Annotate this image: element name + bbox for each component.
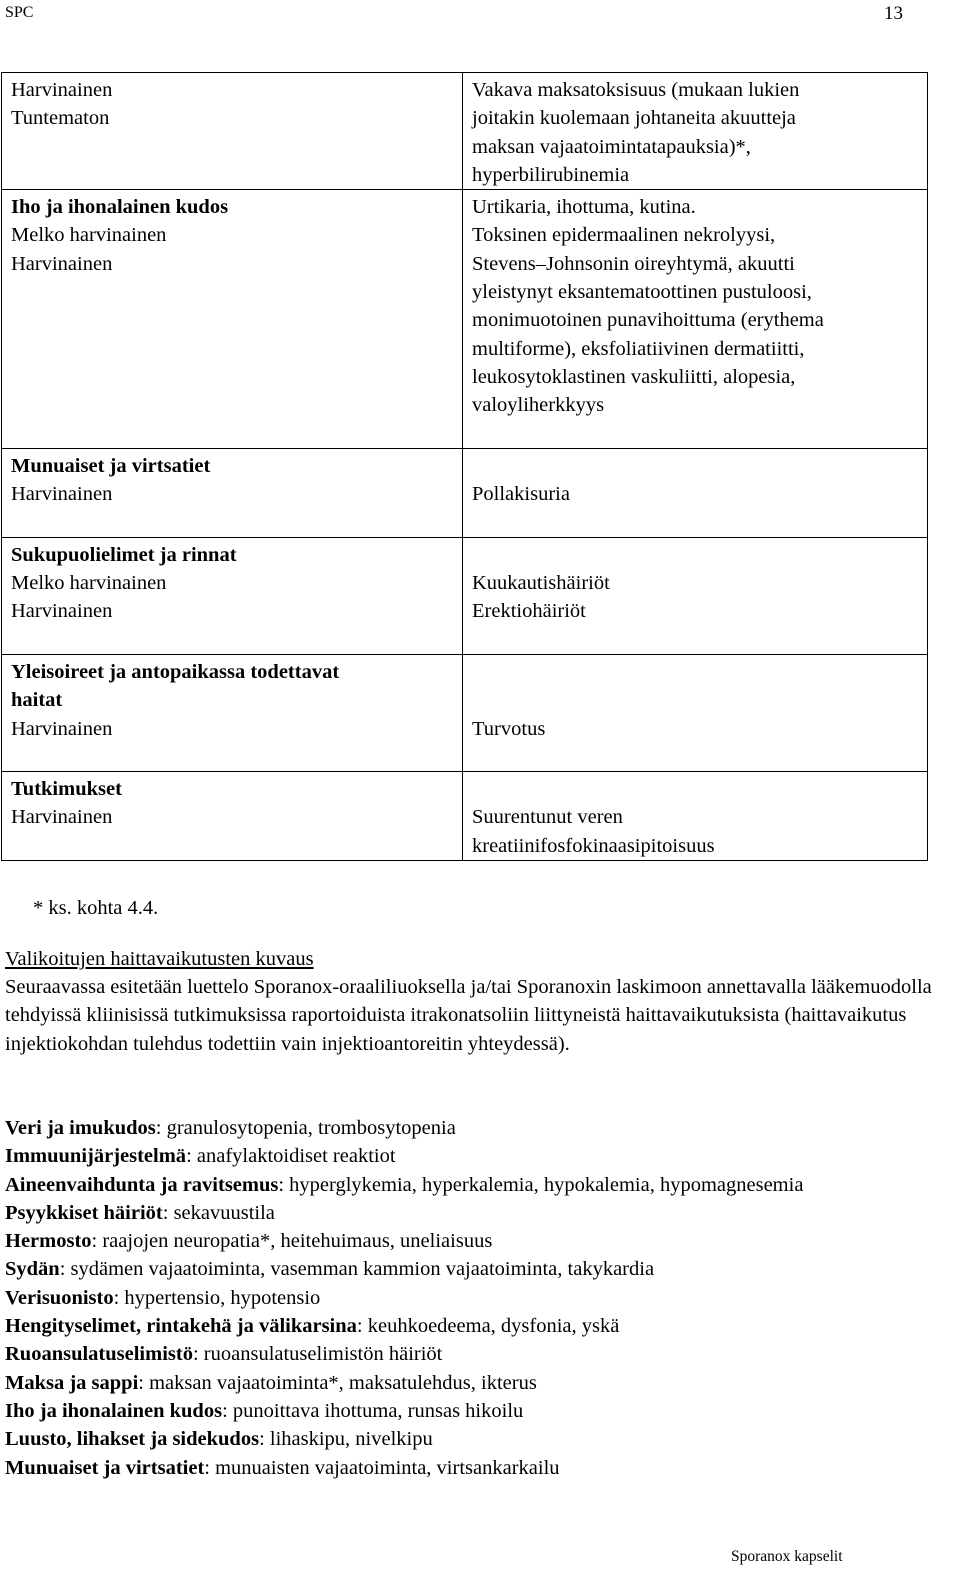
organ-class-effects: : punoittava ihottuma, runsas hikoilu	[222, 1399, 524, 1422]
organ-class-effects: : anafylaktoidiset reaktiot	[186, 1145, 396, 1168]
adverse-effect-text: Pollakisuria	[472, 483, 570, 506]
list-item	[5, 1397, 803, 1425]
adverse-effect-text: maksan vajaatoimintatapauksia)*,	[472, 135, 751, 158]
list-item	[5, 1171, 803, 1199]
adverse-effect-text: Kuukautishäiriöt	[472, 572, 610, 595]
organ-class-name: Sukupuolielimet ja rinnat	[11, 543, 237, 566]
adverse-effect-text: Toksinen epidermaalinen nekrolyysi,	[472, 224, 776, 247]
adverse-effect-cell	[463, 537, 928, 654]
adverse-effect-text: joitakin kuolemaan johtaneita akuutteja	[472, 107, 796, 130]
list-item	[5, 1199, 803, 1227]
frequency-label: Melko harvinainen	[11, 572, 167, 595]
organ-class-cell	[2, 654, 463, 771]
list-item	[5, 1425, 803, 1453]
adverse-effect-text: multiforme), eksfoliatiivinen dermatiitti,	[472, 337, 805, 360]
list-item	[5, 1142, 803, 1170]
organ-class-effects: : keuhkoedeema, dysfonia, yskä	[356, 1315, 620, 1338]
frequency-label: Melko harvinainen	[11, 224, 167, 247]
adverse-effect-cell	[463, 654, 928, 771]
organ-class-term: Luusto, lihakset ja sidekudos	[5, 1428, 260, 1451]
section-heading: Valikoitujen haittavaikutusten kuvaus	[5, 948, 314, 970]
adverse-effect-text: Turvotus	[472, 717, 546, 740]
adverse-effect-text: hyperbilirubinemia	[472, 163, 630, 186]
list-item	[5, 1284, 803, 1312]
adverse-effect-text: Suurentunut veren	[472, 806, 623, 829]
organ-class-effects: : hypertensio, hypotensio	[113, 1286, 321, 1309]
organ-class-term: Maksa ja sappi	[5, 1371, 139, 1394]
organ-class-effects: : hyperglykemia, hyperkalemia, hypokalemia, hypomagnesemia	[278, 1173, 804, 1196]
organ-class-term: Munuaiset ja virtsatiet	[5, 1456, 205, 1479]
frequency-label: Harvinainen	[11, 252, 113, 275]
organ-class-cell	[2, 190, 463, 449]
organ-class-term: Ruoansulatuselimistö	[5, 1343, 193, 1366]
adverse-effect-cell	[463, 772, 928, 861]
table-row	[2, 654, 928, 771]
organ-class-cell	[2, 537, 463, 654]
table-row	[2, 190, 928, 449]
frequency-label: Harvinainen	[11, 79, 113, 101]
organ-class-effects: : granulosytopenia, trombosytopenia	[155, 1117, 456, 1139]
organ-class-cell	[2, 448, 463, 537]
organ-class-effects: : sekavuustila	[162, 1201, 275, 1224]
organ-class-effects: : ruoansulatuselimistön häiriöt	[192, 1343, 443, 1366]
table-row	[2, 537, 928, 654]
table-row	[2, 73, 928, 190]
organ-class-term: Veri ja imukudos	[5, 1117, 156, 1139]
adverse-effect-text: leukosytoklastinen vaskuliitti, alopesia,	[472, 365, 796, 388]
organ-class-effects: : lihaskipu, nivelkipu	[259, 1428, 433, 1451]
table-row	[2, 772, 928, 861]
organ-class-cell	[2, 772, 463, 861]
page-number: 13	[884, 3, 903, 24]
organ-class-cell	[2, 73, 463, 190]
footnote: * ks. kohta 4.4.	[33, 897, 159, 919]
organ-class-effects: : raajojen neuropatia*, heitehuimaus, uneliaisuus	[91, 1230, 493, 1253]
list-item	[5, 1114, 803, 1142]
adverse-effect-text: Urtikaria, ihottuma, kutina.	[472, 196, 696, 219]
frequency-label: Harvinainen	[11, 717, 113, 740]
organ-class-list	[5, 1114, 803, 1482]
organ-class-term: Iho ja ihonalainen kudos	[5, 1399, 223, 1422]
adverse-effect-cell	[463, 448, 928, 537]
organ-class-term: Immuunijärjestelmä	[5, 1145, 187, 1168]
adverse-effect-text: Stevens–Johnsonin oireyhtymä, akuutti	[472, 252, 795, 275]
adverse-effect-text: monimuotoinen punavihoittuma (erythema	[472, 309, 824, 332]
page-header-left: SPC	[5, 4, 34, 21]
table-row	[2, 448, 928, 537]
adverse-effect-text: Vakava maksatoksisuus (mukaan lukien	[472, 79, 800, 101]
organ-class-name: Munuaiset ja virtsatiet	[11, 454, 211, 477]
organ-class-effects: : maksan vajaatoiminta*, maksatulehdus, ikterus	[138, 1371, 537, 1394]
list-item	[5, 1255, 803, 1283]
adverse-effect-text: yleistynyt eksantematoottinen pustuloosi,	[472, 281, 812, 304]
organ-class-term: Psyykkiset häiriöt	[5, 1201, 163, 1224]
organ-class-term: Hermosto	[5, 1230, 92, 1253]
adverse-effects-table	[1, 72, 928, 861]
organ-class-term: Hengityselimet, rintakehä ja välikarsina	[5, 1315, 357, 1338]
organ-class-term: Sydän	[5, 1258, 60, 1281]
organ-class-effects: : sydämen vajaatoiminta, vasemman kammion vajaatoiminta, takykardia	[59, 1258, 655, 1281]
organ-class-term: Verisuonisto	[5, 1286, 114, 1309]
list-item	[5, 1312, 803, 1340]
organ-class-term: Aineenvaihdunta ja ravitsemus	[5, 1173, 279, 1196]
adverse-effect-text: kreatiinifosfokinaasipitoisuus	[472, 834, 715, 857]
intro-paragraph: Seuraavassa esitetään luettelo Sporanox-oraaliliuoksella ja/tai Sporanoxin laskimoon annettavalla lääkemuodolla tehdyissä kliinisissä tutkimuksissa raportoiduista itrakonatsoliin liittyneistä haittavaikutuksista (haittavaikutus injektiokohdan tulehdus todettiin vain injektioantoreitin yhteydessä).	[5, 976, 932, 1055]
adverse-effect-text: valoyliherkkyys	[472, 394, 605, 417]
frequency-label: Harvinainen	[11, 806, 113, 829]
organ-class-name: Iho ja ihonalainen kudos	[11, 196, 229, 219]
adverse-effect-text: Erektiohäiriöt	[472, 600, 586, 623]
organ-class-name: Yleisoireet ja antopaikassa todettavat	[11, 660, 340, 683]
organ-class-effects: : munuaisten vajaatoiminta, virtsankarkailu	[204, 1456, 560, 1479]
page-footer: Sporanox kapselit	[731, 1548, 843, 1565]
list-item	[5, 1340, 803, 1368]
organ-class-name: Tutkimukset	[11, 778, 122, 801]
frequency-label: Harvinainen	[11, 600, 113, 623]
list-item	[5, 1454, 803, 1482]
frequency-label: Tuntematon	[11, 107, 110, 130]
adverse-effect-cell	[463, 73, 928, 190]
adverse-effect-cell	[463, 190, 928, 449]
list-item	[5, 1227, 803, 1255]
organ-class-name: haitat	[11, 689, 63, 712]
list-item	[5, 1369, 803, 1397]
frequency-label: Harvinainen	[11, 483, 113, 506]
